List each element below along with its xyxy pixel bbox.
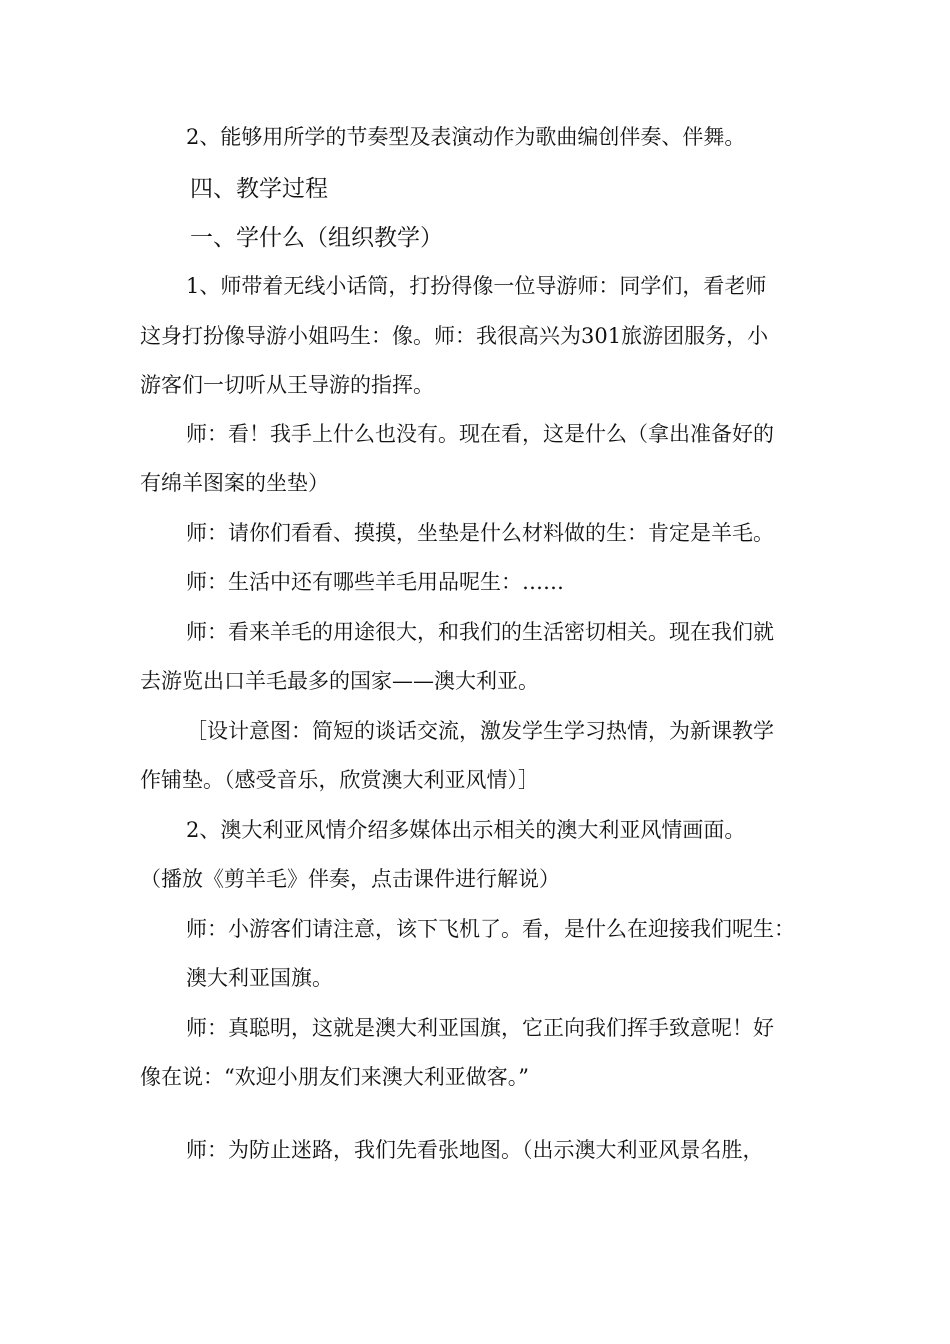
- text-line: 师：请你们看看、摸摸，坐垫是什么材料做的生：肯定是羊毛。: [186, 521, 774, 545]
- text-line: 游客们一切听从王导游的指挥。: [140, 373, 434, 397]
- text-line: 师：真聪明，这就是澳大利亚国旗，它正向我们挥手致意呢！好: [186, 1016, 774, 1040]
- text-line: 作铺垫。（感受音乐，欣赏澳大利亚风情）］: [140, 768, 539, 792]
- text-line: 师：看！我手上什么也没有。现在看，这是什么（拿出准备好的: [186, 422, 774, 446]
- text-line: 师：看来羊毛的用途很大，和我们的生活密切相关。现在我们就: [186, 620, 774, 644]
- text-line: 澳大利亚国旗。: [186, 966, 333, 990]
- text-line: 有绵羊图案的坐垫）: [140, 471, 329, 495]
- text-line: ［设计意图：简短的谈话交流，激发学生学习热情，为新课教学: [186, 719, 774, 743]
- text-line: 师：为防止迷路，我们先看张地图。（出示澳大利亚风景名胜，: [186, 1138, 764, 1162]
- text-line: 去游览出口羊毛最多的国家——澳大利亚。: [140, 669, 539, 693]
- text-line: 师：生活中还有哪些羊毛用品呢生：……: [186, 570, 564, 594]
- subsection-heading: 一、学什么（组织教学）: [190, 225, 443, 251]
- text-line: 2、澳大利亚风情介绍多媒体出示相关的澳大利亚风情画面。: [186, 818, 746, 842]
- text-line: 师：小游客们请注意，该下飞机了。看，是什么在迎接我们呢生：: [186, 917, 795, 941]
- text-line: 2、能够用所学的节奏型及表演动作为歌曲编创伴奏、伴舞。: [186, 125, 746, 149]
- text-line: 1、师带着无线小话筒，打扮得像一位导游师：同学们，看老师: [186, 274, 767, 298]
- text-line: 这身打扮像导游小姐吗生：像。师：我很高兴为301旅游团服务，小: [140, 324, 769, 348]
- text-line: （播放《剪羊毛》伴奏，点击课件进行解说）: [140, 867, 560, 891]
- section-heading: 四、教学过程: [190, 176, 328, 202]
- text-line: 像在说：“欢迎小朋友们来澳大利亚做客。”: [140, 1065, 529, 1089]
